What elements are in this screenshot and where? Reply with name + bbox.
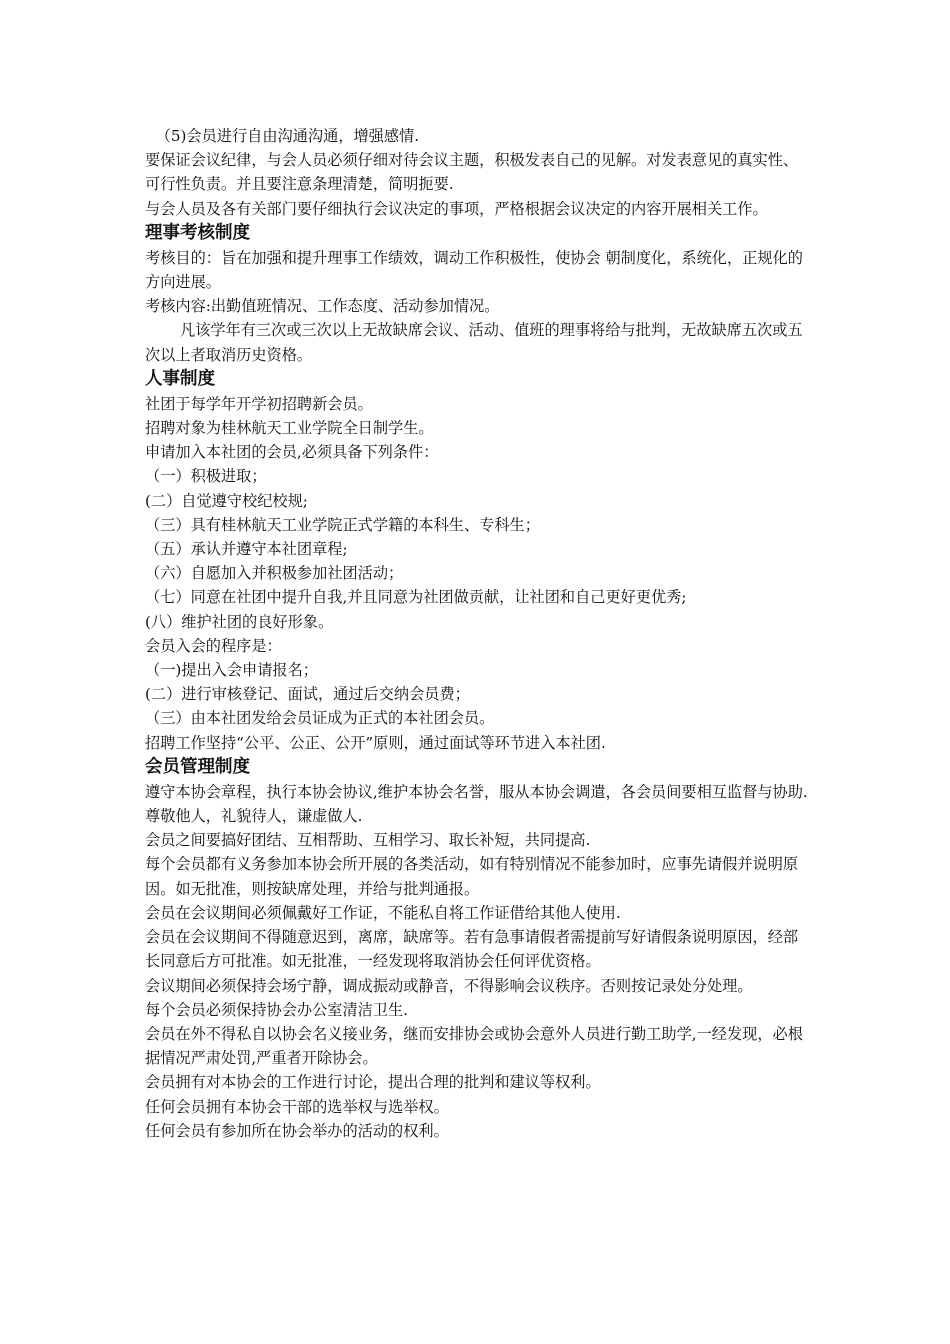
member-rule: 会员之间要搞好团结、互相帮助、互相学习、取长补短，共同提高.	[145, 831, 591, 850]
condition-item: （五）承认并遵守本社团章程;	[145, 540, 348, 559]
personnel-paragraph-2: 招聘对象为桂林航天工业学院全日制学生。	[145, 419, 434, 438]
procedure-step: （一)提出入会申请报名；	[145, 661, 318, 680]
member-rule: 会员在会议期间不得随意迟到，离席，缺席等。若有急事请假者需提前写好请假条说明原因，经部长同意后方可批准。如无批准，一经发现将取消协会任何评优资格。	[145, 928, 799, 971]
member-rule: 尊敬他人，礼貌待人，谦虚做人.	[145, 807, 363, 826]
condition-item: （三）具有桂林航天工业学院正式学籍的本科生、专科生；	[145, 515, 540, 534]
member-rule: 每个会员都有义务参加本协会所开展的各类活动，如有特别情况不能参加时，应事先请假并说明原因。如无批准，则按缺席处理，并给与批判通报。	[145, 855, 799, 898]
member-rule: 每个会员必须保持协会办公室清洁卫生.	[145, 1000, 409, 1019]
condition-item: (二）自觉遵守校纪校规;	[145, 491, 308, 510]
assessment-purpose: 考核目的：旨在加强和提升理事工作绩效，调动工作积极性，使协会 朝制度化，系统化，正规化的方向进展。	[145, 248, 803, 292]
procedure-step: (二）进行审核登记、面试，通过后交纳会员费；	[145, 685, 470, 704]
member-rule: 会员在外不得私自以协会名义接业务，继而安排协会或协会意外人员进行勤工助学,一经发现，必根据情况严肃处罚,严重者开除协会。	[145, 1024, 803, 1068]
document-body	[145, 124, 810, 1143]
section-heading-director-assessment: 理事考核制度	[145, 222, 250, 243]
condition-item: （一）积极进取；	[145, 467, 267, 486]
member-rule: 会员在会议期间必须佩戴好工作证，不能私自将工作证借给其他人使用.	[145, 903, 621, 922]
condition-item: （七）同意在社团中提升自我,并且同意为社团做贡献，让社团和自己更好更优秀;	[145, 588, 687, 607]
procedure-step: （三）由本社团发给会员证成为正式的本社团会员。	[145, 709, 495, 728]
intro-paragraph-2: 要保证会议纪律，与会人员必须仔细对待会议主题，积极发表自己的见解。对发表意见的真实性、可行性负责。并且要注意条理清楚，简明扼要.	[145, 151, 799, 194]
member-rule: 会员拥有对本协会的工作进行讨论，提出合理的批判和建议等权利。	[145, 1073, 601, 1092]
personnel-paragraph-1: 社团于每学年开学初招聘新会员。	[145, 394, 373, 413]
assessment-content: 考核内容:出勤值班情况、工作态度、活动参加情况。	[145, 297, 500, 316]
personnel-paragraph-4: 会员入会的程序是：	[145, 636, 282, 655]
member-rule: 遵守本协会章程，执行本协会协议,维护本协会名誉，服从本协会调遣，各会员间要相互监督与协助.	[145, 782, 808, 801]
member-rule: 任何会员有参加所在协会举办的活动的权利。	[145, 1121, 449, 1140]
intro-paragraph-1: （5)会员进行自由沟通沟通，增强感情.	[155, 127, 420, 145]
condition-item: (八）维护社团的良好形象。	[145, 612, 334, 631]
assessment-penalty: 凡该学年有三次或三次以上无故缺席会议、活动、值班的理事将给与批判，无故缺席五次或五次以上者取消历史资格。	[145, 321, 803, 364]
personnel-paragraph-5: 招聘工作坚持“公平、公正、公开”原则，通过面试等环节进入本社团.	[145, 733, 606, 752]
member-rule: 会议期间必须保持会场宁静，调成振动或静音，不得影响会议秩序。否则按记录处分处理。	[145, 976, 753, 995]
condition-item: （六）自愿加入并积极参加社团活动；	[145, 564, 404, 583]
section-heading-member-management: 会员管理制度	[145, 756, 250, 777]
intro-paragraph-3: 与会人员及各有关部门要仔细执行会议决定的事项，严格根据会议决定的内容开展相关工作。	[145, 199, 768, 218]
section-heading-personnel: 人事制度	[145, 368, 215, 389]
member-rule: 任何会员拥有本协会干部的选举权与选举权。	[145, 1097, 449, 1116]
personnel-paragraph-3: 申请加入本社团的会员,必须具备下列条件：	[145, 443, 439, 462]
